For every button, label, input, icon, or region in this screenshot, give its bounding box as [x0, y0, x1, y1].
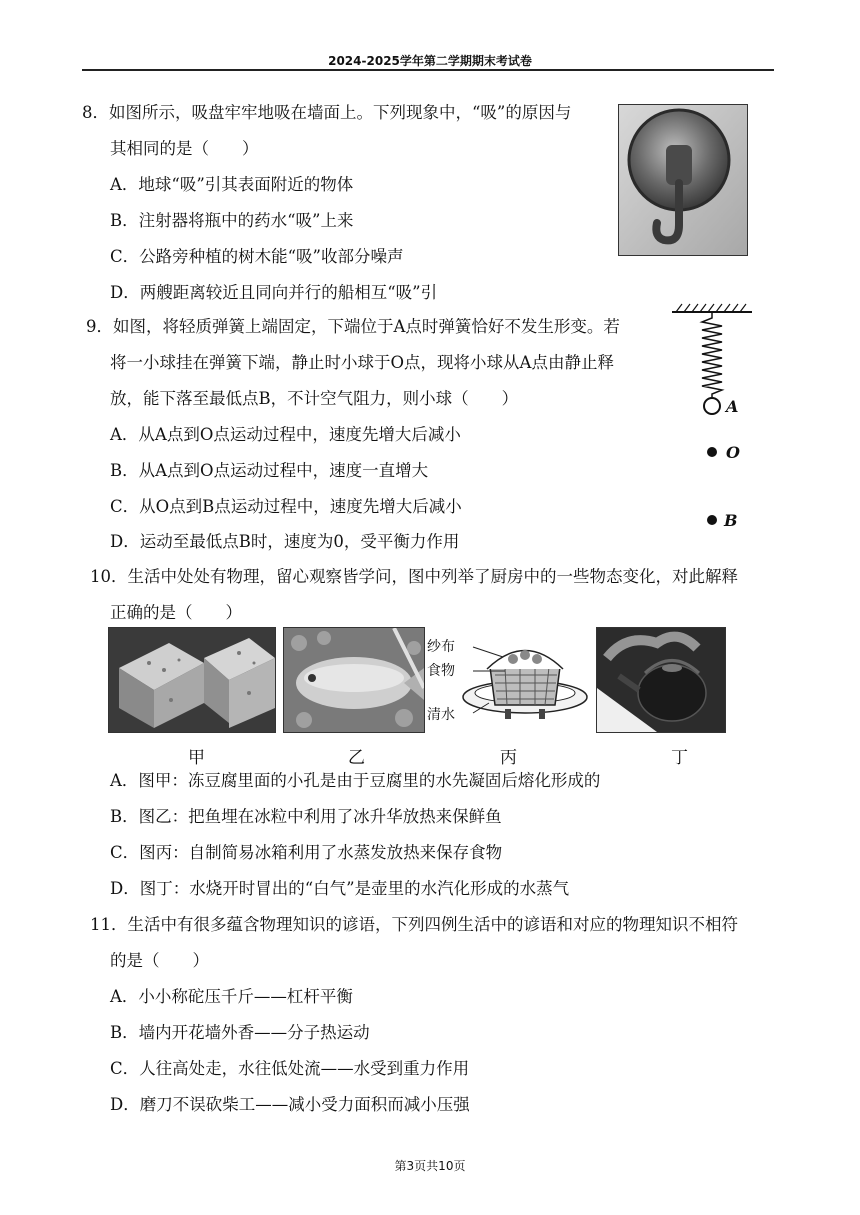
suction-cup-photo	[618, 104, 748, 256]
caption-ding: 丁	[671, 748, 688, 768]
homemade-fridge-diagram	[425, 627, 595, 731]
point-a-label: A	[726, 397, 739, 416]
q8-option-d: D．两艘距离较近且同向并行的船相互“吸”引	[110, 283, 438, 302]
q10-option-c: C．图丙：自制简易冰箱利用了水蒸发放热来保存食物	[110, 843, 503, 862]
spring-diagram	[668, 300, 758, 540]
q8-stem-line2: 其相同的是（ ）	[110, 139, 259, 158]
point-o-label: O	[726, 443, 740, 462]
q10-stem-line1: 10．生活中处处有物理，留心观察皆学问，图中列举了厨房中的一些物态变化，对此解释	[90, 567, 738, 586]
q9-stem-line2: 将一小球挂在弹簧下端，静止时小球于O点，现将小球从A点由静止释	[110, 353, 614, 372]
boiling-kettle-photo	[596, 627, 726, 733]
water-label: 清水	[427, 707, 455, 723]
q8-option-b: B．注射器将瓶中的药水“吸”上来	[110, 211, 354, 230]
q10-option-b: B．图乙：把鱼埋在冰粒中利用了冰升华放热来保鲜鱼	[110, 807, 502, 826]
q9-option-a: A．从A点到O点运动过程中，速度先增大后减小	[110, 425, 461, 444]
q9-stem-line3: 放，能下落至最低点B，不计空气阻力，则小球（ ）	[110, 389, 519, 408]
q11-option-b: B．墙内开花墙外香——分子热运动	[110, 1023, 370, 1042]
q11-stem-line1: 11．生活中有很多蕴含物理知识的谚语，下列四例生活中的谚语和对应的物理知识不相符	[90, 915, 738, 934]
caption-yi: 乙	[348, 748, 365, 768]
page-header: 2024-2025学年第二学期期末考试卷	[328, 54, 532, 68]
frozen-tofu-photo	[108, 627, 276, 733]
q8-option-a: A．地球“吸”引其表面附近的物体	[110, 175, 354, 194]
header-rule	[82, 69, 774, 71]
caption-bing: 丙	[500, 748, 517, 768]
food-label: 食物	[427, 663, 455, 679]
q10-option-d: D．图丁：水烧开时冒出的“白气”是壶里的水汽化形成的水蒸气	[110, 879, 570, 898]
q11-option-d: D．磨刀不误砍柴工——减小受力面积而减小压强	[110, 1095, 470, 1114]
q9-option-d: D．运动至最低点B时，速度为0，受平衡力作用	[110, 532, 460, 551]
q9-option-c: C．从O点到B点运动过程中，速度先增大后减小	[110, 497, 462, 516]
q11-option-a: A．小小称砣压千斤——杠杆平衡	[110, 987, 353, 1006]
q10-option-a: A．图甲：冻豆腐里面的小孔是由于豆腐里的水先凝固后熔化形成的	[110, 771, 601, 790]
q10-stem-line2: 正确的是（ ）	[110, 603, 242, 622]
q8-option-c: C．公路旁种植的树木能“吸”收部分噪声	[110, 247, 404, 266]
fish-on-ice-photo	[283, 627, 425, 733]
page-footer: 第3页共10页	[394, 1159, 466, 1173]
point-b-label: B	[724, 511, 738, 530]
q9-option-b: B．从A点到O点运动过程中，速度一直增大	[110, 461, 429, 480]
q8-stem-line1: 8．如图所示，吸盘牢牢地吸在墙面上。下列现象中，“吸”的原因与	[82, 103, 572, 122]
q9-stem-line1: 9．如图，将轻质弹簧上端固定，下端位于A点时弹簧恰好不发生形变。若	[86, 317, 620, 336]
q11-option-c: C．人往高处走，水往低处流——水受到重力作用	[110, 1059, 470, 1078]
gauze-label: 纱布	[427, 639, 455, 655]
q11-stem-line2: 的是（ ）	[110, 951, 209, 970]
caption-jia: 甲	[188, 748, 205, 768]
